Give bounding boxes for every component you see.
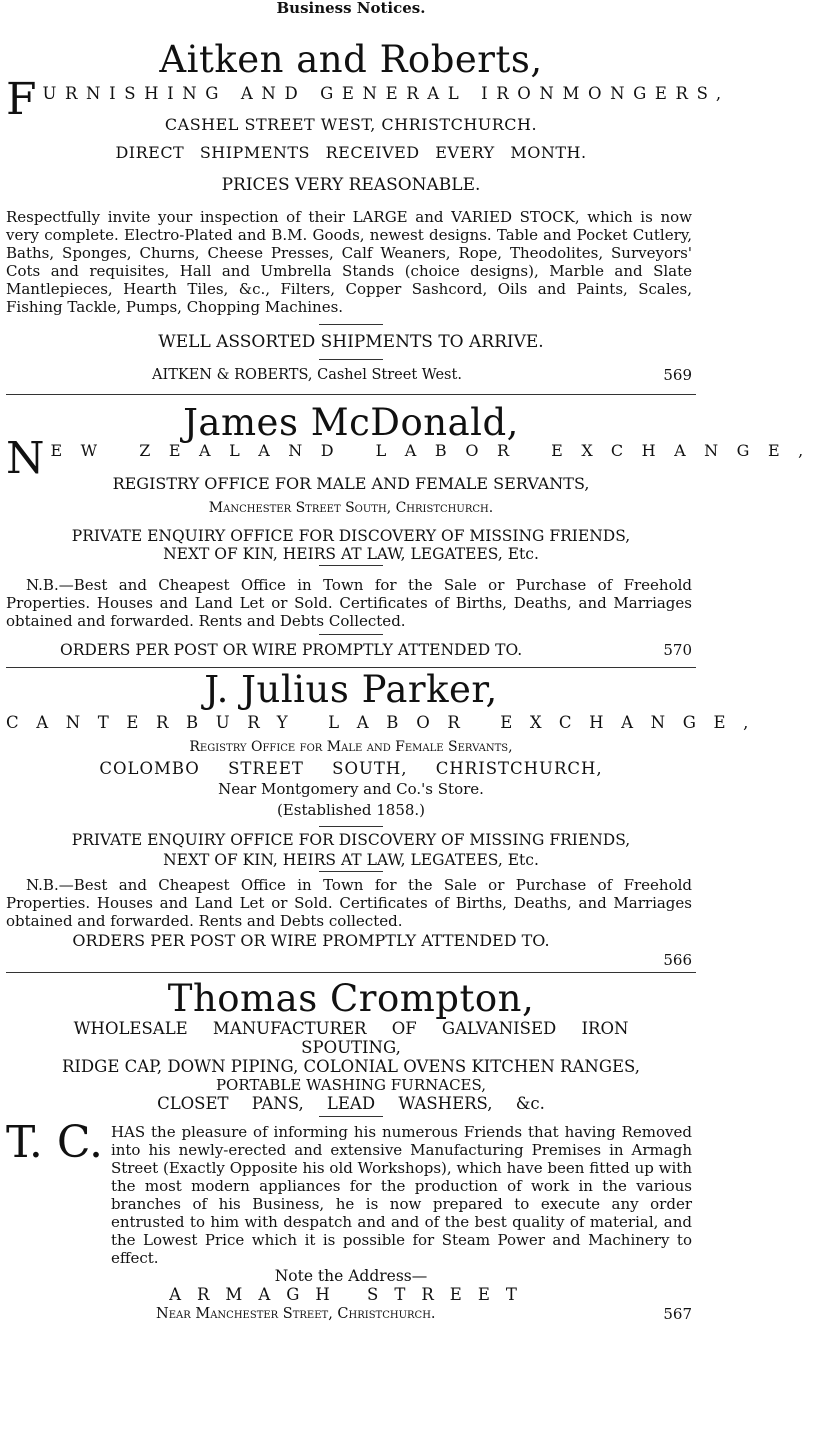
drop-cap: F — [6, 74, 37, 125]
ad-footer — [6, 952, 696, 968]
ad-aitken-roberts — [6, 38, 730, 386]
ad-number: 566 — [663, 951, 692, 969]
street-line: ARMAGH STREET — [169, 1285, 533, 1304]
nb-text: N.B.—Best and Cheapest Office in Town for the Sale or Purchase of Freehold Properties. Houses and Land Let or Sold. Certificates of Births, Deaths, and Marriages obtained and forwarded. Rents and Debts Collected. — [6, 576, 692, 630]
ad-number: 567 — [663, 1305, 692, 1323]
product-line-5: CLOSET PANS, LEAD WASHERS, &c. — [157, 1094, 545, 1113]
address-line: CASHEL STREET WEST, CHRISTCHURCH. — [164, 115, 538, 134]
near-line: Near Montgomery and Co.'s Store. — [218, 780, 484, 798]
separator — [319, 359, 383, 360]
orders-text: ORDERS PER POST OR WIRE PROMPTLY ATTENDED TO. — [60, 641, 523, 659]
nb-text: N.B.—Best and Cheapest Office in Town for the Sale or Purchase of Freehold Properties. Houses and Land Let or Sold. Certificates of Births, Deaths, and Marriages obtained and forwarded. Rents and Debts collected. — [6, 876, 692, 930]
product-line-1: WHOLESALE MANUFACTURER OF GALVANISED IRON — [73, 1019, 629, 1038]
ad-footer — [6, 1304, 696, 1324]
divider — [6, 972, 696, 973]
arrive-line: WELL ASSORTED SHIPMENTS TO ARRIVE. — [158, 332, 544, 352]
drop-cap: N — [6, 433, 45, 484]
separator — [319, 871, 383, 872]
ad-james-mcdonald — [6, 401, 822, 661]
product-line-4: PORTABLE WASHING FURNACES, — [215, 1076, 487, 1094]
body-block — [6, 1117, 696, 1267]
ad-thomas-crompton — [6, 979, 696, 1324]
footer-text: AITKEN & ROBERTS, Cashel Street West. — [152, 367, 462, 383]
shipments-line: DIRECT SHIPMENTS RECEIVED EVERY MONTH. — [115, 143, 587, 162]
ad-title: J. Julius Parker, — [204, 668, 498, 711]
separator — [319, 324, 383, 325]
ad-number: 570 — [663, 641, 692, 659]
ad-footer — [6, 364, 696, 386]
trade-text: URNISHING AND GENERAL IRONMONGERS, — [42, 84, 730, 103]
registry-line: Registry Office for Male and Female Servants, — [189, 739, 513, 755]
prices-line: PRICES VERY REASONABLE. — [221, 175, 481, 195]
ad-title: Thomas Crompton, — [167, 977, 535, 1020]
registry-line: REGISTRY OFFICE FOR MALE AND FEMALE SERVANTS, — [112, 474, 590, 493]
ad-title: Aitken and Roberts, — [159, 38, 543, 81]
separator — [319, 634, 383, 635]
enquiry-line-1: PRIVATE ENQUIRY OFFICE FOR DISCOVERY OF MISSING FRIENDS, — [71, 527, 631, 545]
near-line: Near Manchester Street, Christchurch. — [156, 1306, 436, 1322]
ad-body: Respectfully invite your inspection of their LARGE and VARIED STOCK, which is now very complete. Electro-Plated and B.M. Goods, newest designs. Table and Pocket Cutlery, Baths, Sponges, Churns, Cheese Presses, Calf Weaners, Rope, Theodolites, Surveyors' Cots and requisites, Hall and Umbrella Stands (choice designs), Marble and Slate Mantlepieces, Hearth Tiles, &c., Filters, Copper Sashcord, Oils and Paints, Scales, Fishing Tackle, Pumps, Chopping Machines. — [6, 208, 692, 316]
address-line: Manchester Street South, Christchurch. — [208, 500, 494, 516]
ad-title: James McDonald, — [183, 401, 519, 444]
address-line: COLOMBO STREET SOUTH, CHRISTCHURCH, — [99, 759, 603, 778]
ad-body: HAS the pleasure of informing his numerous Friends that having Removed into his newly-erected and extensive Manufacturing Premises in Armagh Street (Exactly Opposite his old Workshops), which have been fitted up with the most modern appliances for the production of work in the various branches of his Business, he is now prepared to execute any order entrusted to him with despatch and and of the best quality of material, and the Lowest Price which it is possible for Steam Power and Machinery to effect. — [110, 1123, 692, 1267]
separator — [319, 826, 383, 827]
established-line: (Established 1858.) — [276, 801, 426, 819]
trade-line: CANTERBURY LABOR EXCHANGE, — [6, 713, 766, 732]
ad-number: 569 — [663, 366, 692, 384]
ad-footer — [6, 639, 696, 661]
product-line-2: SPOUTING, — [301, 1038, 401, 1057]
trade-text: EW ZEALAND LABOR EXCHANGE, — [50, 441, 822, 460]
page-header: Business Notices. — [276, 0, 426, 17]
enquiry-line-2: NEXT OF KIN, HEIRS AT LAW, LEGATEES, Etc. — [163, 851, 539, 869]
note-line: Note the Address— — [274, 1267, 428, 1285]
ad-julius-parker — [6, 668, 766, 969]
enquiry-line-1: PRIVATE ENQUIRY OFFICE FOR DISCOVERY OF MISSING FRIENDS, — [71, 831, 631, 849]
divider — [6, 394, 696, 395]
orders-text: ORDERS PER POST OR WIRE PROMPTLY ATTENDED TO. — [72, 931, 550, 950]
separator — [319, 1116, 383, 1117]
enquiry-line-2: NEXT OF KIN, HEIRS AT LAW, LEGATEES, Etc. — [163, 545, 539, 563]
separator — [319, 565, 383, 566]
initials: T. C. — [6, 1117, 103, 1168]
product-line-3: RIDGE CAP, DOWN PIPING, COLONIAL OVENS KITCHEN RANGES, — [61, 1057, 641, 1076]
